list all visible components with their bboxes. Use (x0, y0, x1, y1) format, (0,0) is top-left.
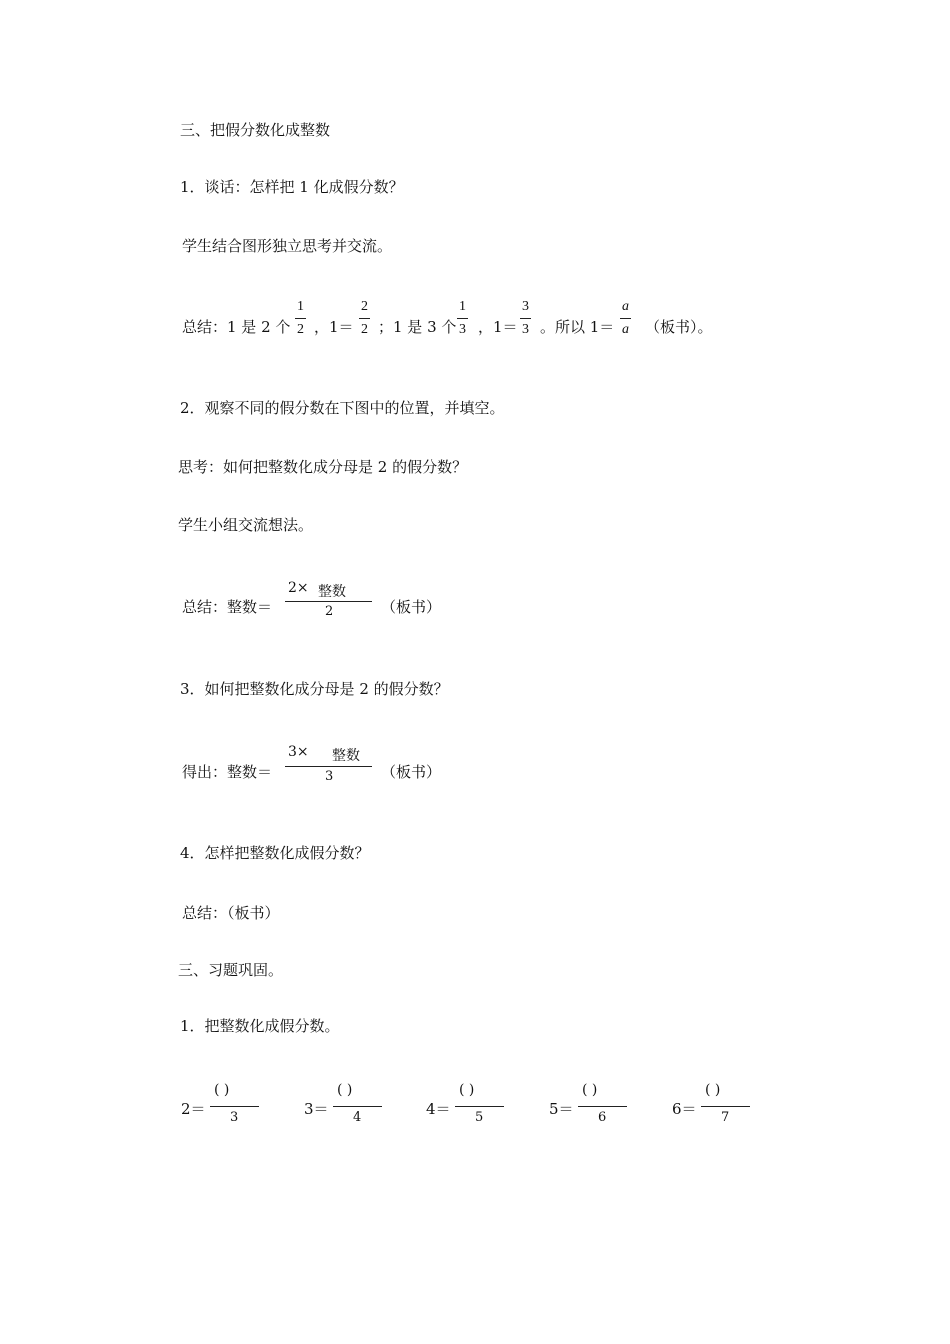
exercise-1: 1．把整数化成假分数。 (180, 1017, 340, 1035)
summary-1-text-4: ，1＝ (478, 318, 518, 336)
exercise-lhs: 5＝ (549, 1100, 574, 1118)
exercise-title: 三、习题巩固。 (178, 961, 284, 979)
exercise-lhs: 2＝ (181, 1100, 206, 1118)
summary-1-text-6: （板书）。 (645, 318, 713, 336)
section-title: 三、把假分数化成整数 (180, 121, 331, 139)
item-3: 3．如何把整数化成分母是 2 的假分数？ (180, 680, 449, 698)
exercise-lhs: 3＝ (304, 1100, 329, 1118)
denominator: 2 (297, 322, 304, 337)
summary-2-num-b: 整数 (318, 584, 346, 600)
exercise-den: 4 (353, 1110, 362, 1125)
fraction-bar (457, 318, 468, 319)
denominator: 3 (522, 322, 529, 337)
item-4: 4．怎样把整数化成假分数？ (180, 844, 370, 862)
answer-blank[interactable]: ( ) (337, 1082, 353, 1098)
fraction-2-2 (359, 298, 370, 339)
numerator: 1 (459, 299, 466, 314)
fraction-3-3 (520, 298, 531, 339)
item-2: 2．观察不同的假分数在下图中的位置，并填空。 (180, 399, 505, 417)
summary-1-text-1: 总结：1 是 2 个 (182, 318, 291, 336)
fraction-bar (210, 1106, 259, 1107)
summary-1-text-5: 。所以 1＝ (540, 318, 615, 336)
answer-blank[interactable]: ( ) (459, 1082, 475, 1098)
summary-2-tail: （板书） (381, 598, 442, 616)
exercise-den: 6 (598, 1110, 607, 1125)
fraction-bar (359, 318, 370, 319)
answer-blank[interactable]: ( ) (705, 1082, 721, 1098)
group-discussion: 学生小组交流想法。 (178, 516, 314, 534)
fraction-1-3 (457, 298, 468, 339)
exercise-lhs: 4＝ (426, 1100, 451, 1118)
exercise-lhs: 6＝ (672, 1100, 697, 1118)
summary-1-text-2: ，1＝ (314, 318, 354, 336)
answer-blank[interactable]: ( ) (582, 1082, 598, 1098)
numerator: 2 (361, 299, 368, 314)
fraction-bar (701, 1106, 750, 1107)
exercise-den: 3 (230, 1110, 239, 1125)
exercise-den: 7 (721, 1110, 730, 1125)
fraction-a-a (620, 298, 631, 339)
exercise-den: 5 (475, 1110, 484, 1125)
denominator: 2 (361, 322, 368, 337)
summary-1-text-3: ；1 是 3 个 (378, 318, 457, 336)
summary-4: 总结：（板书） (182, 904, 280, 922)
numerator: 3 (522, 299, 529, 314)
answer-blank[interactable]: ( ) (214, 1082, 230, 1098)
fraction-bar (455, 1106, 504, 1107)
summary-2-num-a: 2× (288, 580, 309, 596)
summary-2-den: 2 (325, 604, 334, 619)
item-1: 1．谈话：怎样把 1 化成假分数？ (180, 178, 404, 196)
denominator: a (622, 322, 629, 337)
result-3-num-a: 3× (288, 744, 309, 760)
summary-2-label: 总结：整数＝ (182, 598, 273, 616)
result-3-tail: （板书） (381, 763, 442, 781)
fraction-bar (578, 1106, 627, 1107)
fraction-bar (620, 318, 631, 319)
think-question: 思考：如何把整数化成分母是 2 的假分数？ (178, 458, 468, 476)
fraction-bar (333, 1106, 382, 1107)
numerator: 1 (297, 299, 304, 314)
result-3-label: 得出：整数＝ (182, 763, 273, 781)
result-3-num-b: 整数 (332, 748, 360, 764)
students-think-line: 学生结合图形独立思考并交流。 (182, 237, 393, 255)
result-3-den: 3 (325, 769, 334, 784)
fraction-bar (295, 318, 306, 319)
denominator: 3 (459, 322, 466, 337)
numerator: a (622, 299, 629, 314)
fraction-1-2 (295, 298, 306, 339)
fraction-bar (520, 318, 531, 319)
